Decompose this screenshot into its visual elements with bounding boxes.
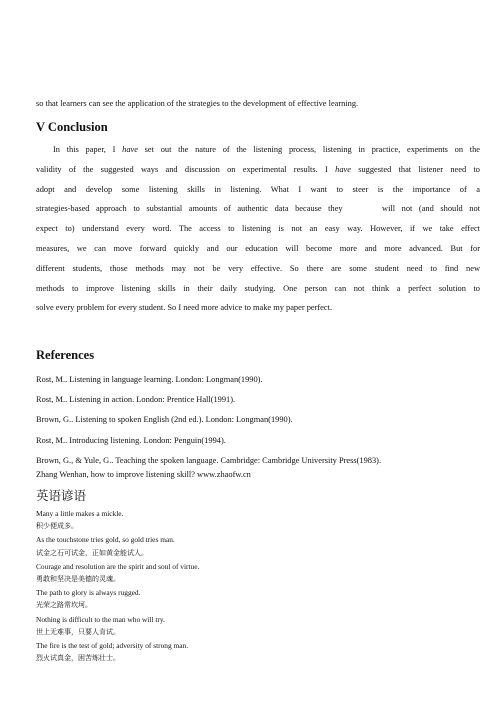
reference-item: Brown, G., & Yule, G.. Teaching the spoken language. Cambridge: Cambridge University Press(1983). (36, 455, 382, 465)
proverb-english: The fire is the test of gold; adversity of strong man. (36, 640, 189, 650)
reference-item: Rost, M.. Listening in language learning. London: Longman(1990). (36, 375, 263, 384)
conclusion-line: adopt and develop some listening skills in listening. What I want to steer is the importance of a (36, 184, 480, 194)
proverbs-list (36, 508, 466, 666)
proverb-chinese: 勇敢和坚决是美德的灵魂。 (36, 574, 120, 583)
proverb-english: Many a little makes a mickle. (36, 509, 124, 518)
reference-item: Brown, G.. Listening to spoken English (2nd ed.). London: Longman(1990). (36, 415, 293, 425)
conclusion-line: measures, we can move forward quickly and our education will become more and more advanced. But for (36, 243, 480, 253)
conclusion-line: validity of the suggested ways and discussion on experimental results. I have suggested that listener need to (36, 164, 480, 174)
conclusion-line: In this paper, I have set out the nature of the listening process, listening in practice, experiments on the (53, 145, 480, 154)
reference-item: Zhang Wenhan, how to improve listening skill? www.zhaofw.cn (36, 469, 251, 479)
conclusion-line: strategies-based approach to substantial amounts of authentic data because they will not (and should not (36, 204, 480, 214)
conclusion-line: solve every problem for every student. So I need more advice to make my paper perfect. (36, 303, 333, 313)
conclusion-line: different students, those methods may not be very effective. So there are some student need to find new (36, 263, 480, 273)
proverb-chinese: 世上无难事，只要人肯试。 (36, 627, 120, 636)
proverb-chinese: 试金之石可试金，正如黄金能试人。 (36, 548, 148, 557)
reference-item: Rost, M.. Introducing listening. London: Penguin(1994). (36, 435, 226, 445)
proverbs-heading: 英语谚语 (36, 488, 87, 503)
conclusion-heading: V Conclusion (36, 120, 108, 134)
proverb-english: Nothing is difficult to the man who will try. (36, 614, 165, 624)
proverb-english: As the touchstone tries gold, so gold tries man. (36, 535, 175, 545)
conclusion-line: expect to) understand every word. The access to listening is not an easy way. However, if we take effect (36, 224, 480, 234)
references-list (36, 374, 480, 489)
proverb-chinese: 光荣之路常坎坷。 (36, 601, 92, 610)
proverb-english: The path to glory is always rugged. (36, 588, 141, 598)
intro-paragraph-line: so that learners can see the application of the strategies to the development of effective learning. (36, 99, 359, 108)
proverb-chinese: 积少便成多。 (36, 522, 78, 531)
conclusion-paragraph (36, 144, 480, 322)
proverb-chinese: 烈火试真金，困苦炼壮士。 (36, 654, 120, 663)
reference-item: Rost, M.. Listening in action. London: Prentice Hall(1991). (36, 395, 236, 405)
references-heading: References (36, 348, 95, 362)
proverb-english: Courage and resolution are the spirit and soul of virtue. (36, 561, 200, 571)
conclusion-line: methods to improve listening skills in their daily studying. One person can not think a perfect solution to (36, 283, 480, 293)
